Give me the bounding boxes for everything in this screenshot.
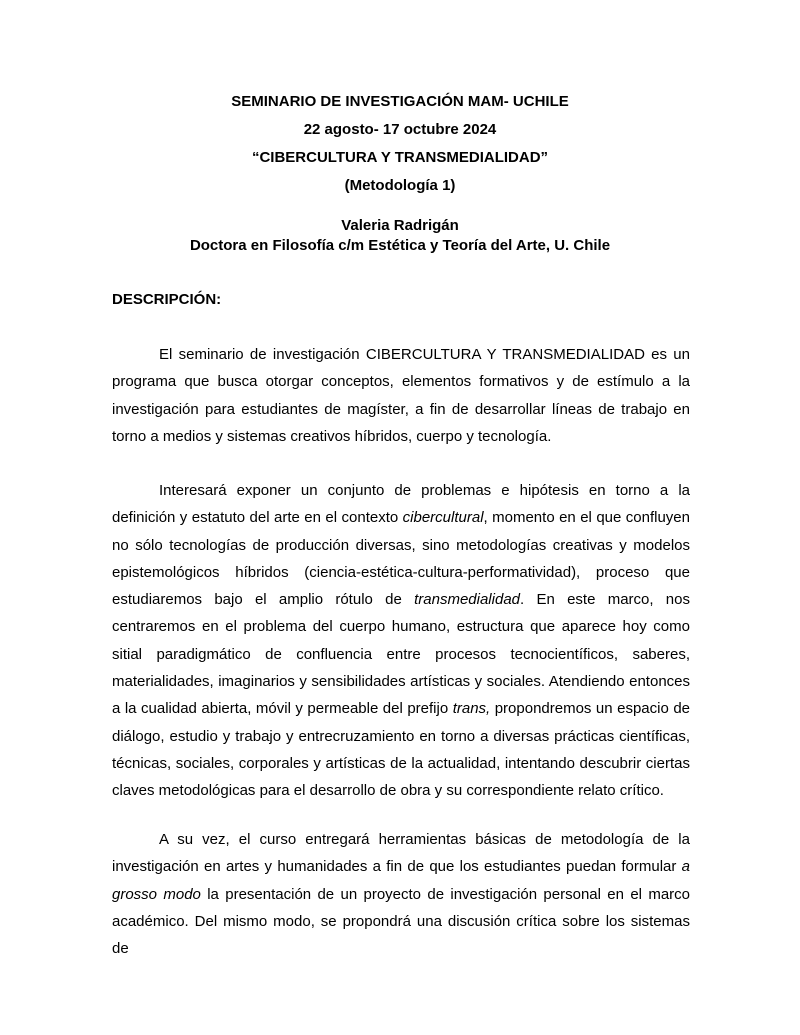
paragraph-3-text-c: la presentación de un proyecto de investigación personal en el marco académico. Del mismo modo, se propondrá una discusión crítica sobre los sistemas de [112,885,690,958]
paragraph-2-italic-trans: trans, [452,700,491,718]
paragraph-2-text-a: Interesará exponer un conjunto de problemas e hipótesis en torno a la definición y estatuto del arte en el contexto [112,482,690,527]
paragraph-3-italic-grosso-modo: a grosso modo [112,858,690,903]
paragraph-1-text: El seminario de investigación CIBERCULTURA Y TRANSMEDIALIDAD es un programa que busca otorgar conceptos, elementos formativos y de estímulo a la investigación para estudiantes de magíster, a fin de desarrollar líneas de trabajo en torno a medios y sistemas creativos híbridos, cuerpo y tecnología. [112,346,690,445]
course-subtitle: (Metodología 1) [344,177,456,194]
paragraph-2-italic-transmedialidad: transmedialidad [414,591,521,609]
paragraph-2-italic-cibercultural: cibercultural [402,509,484,527]
paragraph-2-text-c: , momento en el que confluyen no sólo tecnologías de producción diversas, sino metodologías creativas y modelos epistemológicos híbridos (ciencia-estética-cultura-performatividad), proceso que estudiaremos bajo el amplio rótulo de [112,509,690,609]
paragraph-3 [112,826,690,962]
author-name: Valeria Radrigán [341,217,459,234]
author-block [0,216,800,256]
seminar-title: SEMINARIO DE INVESTIGACIÓN MAM- UCHILE [231,93,569,110]
paragraph-2-text-g: propondremos un espacio de diálogo, estudio y trabajo y entrecruzamiento en torno a diversas prácticas científicas, técnicas, sociales, corporales y artísticas de la actualidad, intentando descubrir ciertas claves metodológicas para el desarrollo de obra y su correspondiente relato crítico. [112,700,690,800]
course-title: “CIBERCULTURA Y TRANSMEDIALIDAD” [251,149,549,166]
paragraph-3-text-a: A su vez, el curso entregará herramientas básicas de metodología de la investigación en artes y humanidades a fin de que los estudiantes puedan formular [112,831,690,876]
paragraph-2 [112,477,690,805]
paragraph-2-text-e: . En este marco, nos centraremos en el problema del cuerpo humano, estructura que aparece hoy como sitial paradigmático de confluencia entre procesos tecnocientíficos, saberes, materialidades, imaginarios y sensibilidades artísticas y sociales. Atendiendo entonces a la cualidad abierta, móvil y permeable del prefijo [112,591,690,718]
section-heading: DESCRIPCIÓN: [112,291,222,308]
seminar-dates: 22 agosto- 17 octubre 2024 [303,121,497,138]
author-credentials: Doctora en Filosofía c/m Estética y Teoría del Arte, U. Chile [189,237,611,254]
paragraph-1 [112,341,690,450]
document-header [0,88,800,200]
